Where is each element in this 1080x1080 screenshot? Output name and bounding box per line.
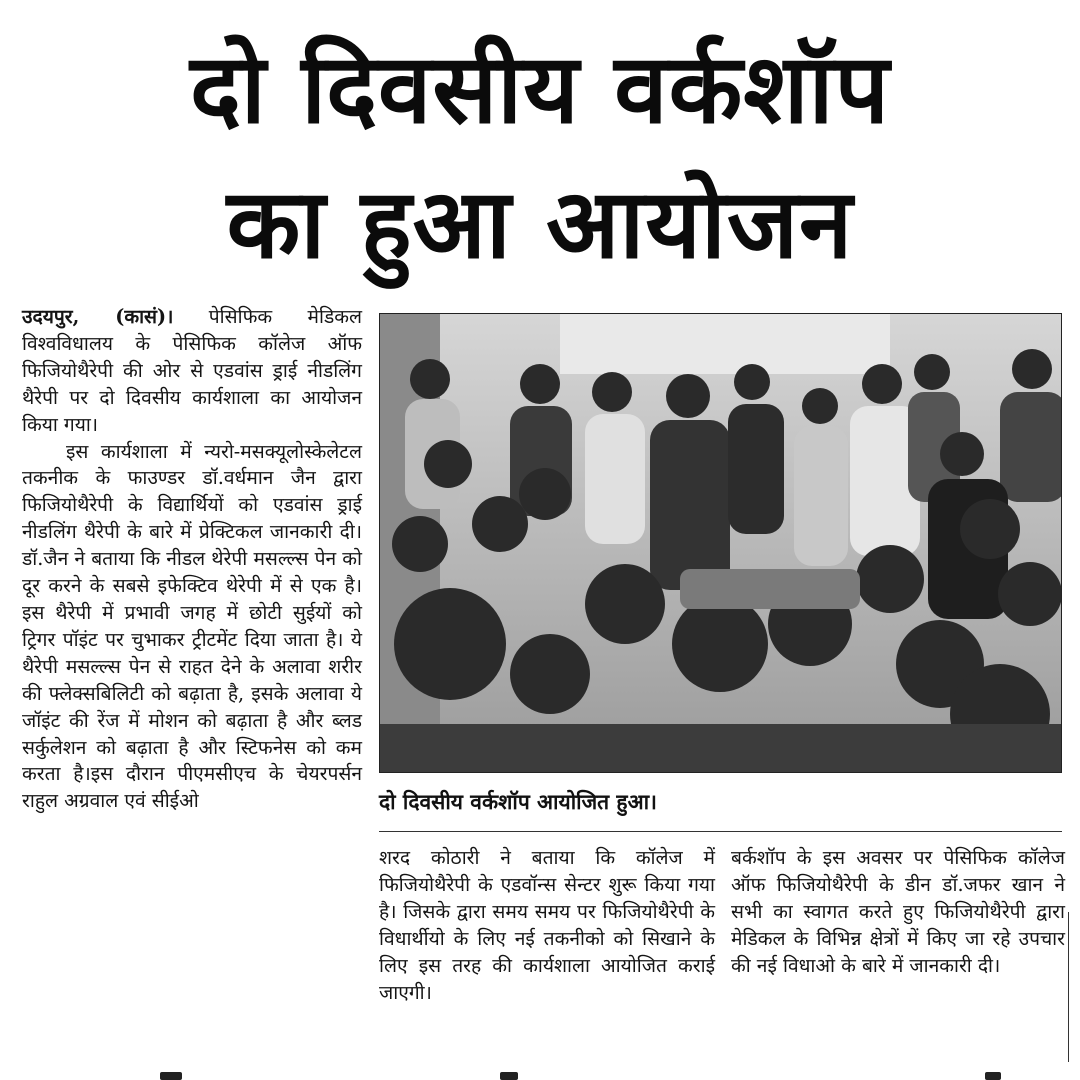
article-lead-text: पेसिफिक मेडिकल विश्वविधालय के पेसिफिक कॉलेज ऑफ फिजियोथैरेपी की ओर से एडवांस ड्राई नीडलिंग थैरेपी पर दो दिवसीय कार्यशाला का आयोजन किया गया। <box>22 305 362 436</box>
article-paragraph-2: इस कार्यशाला में न्यरो-मसक्यूलोस्केलेटल तकनीक के फाउण्डर डॉ.वर्धमान जैन द्वारा फिजियोथैरेपी के विद्यार्थियों को एडवांस ड्राई नीडलिंग थैरेपी के बारे में प्रेक्टिकल जानकारी दी। डॉ.जैन ने बताया कि नीडल थेरेपी मसल्ल्स पेन को दूर करने के सबसे इफेक्टिव थेरेपी में से एक है। इस थैरेपी में प्रभावी जगह में छोटी सुईयों को ट्रिगर पॉइंट पर चुभाकर ट्रीटमेंट दिया जाता है। ये थैरेपी मसल्ल्स पेन से राहत देने के अलावा शरीर की फ्लेक्सबिलिटी को बढ़ाता है, इसके अलावा ये जॉइंट की रेंज में मोशन को बढ़ाता है और ब्लड सर्कुलेशन को बढ़ाता है और स्टिफनेस को कम करता है।इस दौरान पीएमसीएच के चेयरपर्सन राहुल अग्रवाल एवं सीईओ <box>22 439 362 813</box>
photo-caption: दो दिवसीय वर्कशॉप आयोजित हुआ। <box>379 790 658 814</box>
article-column-2 <box>379 845 715 1006</box>
article-paragraph-1 <box>22 304 362 439</box>
article-paragraph-3: शरद कोठारी ने बताया कि कॉलेज में फिजियोथैरेपी के एडवॉन्स सेन्टर शुरू किया गया है। जिसके द्वारा समय समय पर फिजियोथैरेपी के विधार्थीयो के लिए नई तकनीको को सिखाने के लिए इस तरह की कार्यशाला आयोजित कराई जाएगी। <box>379 846 715 1004</box>
article-column-1 <box>22 304 362 815</box>
headline-line-2: का हुआ आयोजन <box>226 168 854 280</box>
headline-line-1: दो दिवसीय वर्कशॉप <box>189 33 891 145</box>
next-article-fragment <box>0 1066 1080 1080</box>
article-column-3 <box>731 845 1065 980</box>
dateline: उदयपुर, (कासं)। <box>22 305 174 328</box>
workshop-group-photo <box>380 314 1062 773</box>
caption-divider <box>379 831 1062 832</box>
column-edge-rule <box>1068 912 1069 1062</box>
news-photo <box>379 313 1062 773</box>
article-paragraph-4: बर्कशॉप के इस अवसर पर पेसिफिक कॉलेज ऑफ फिजियोथैरेपी के डीन डॉ.जफर खान ने सभी का स्वागत करते हुए फिजियोथैरेपी द्वारा मेडिकल के विभिन्न क्षेत्रों में किए जा रहे उपचार की नई विधाओ के बारे में जानकारी दी। <box>731 846 1065 977</box>
